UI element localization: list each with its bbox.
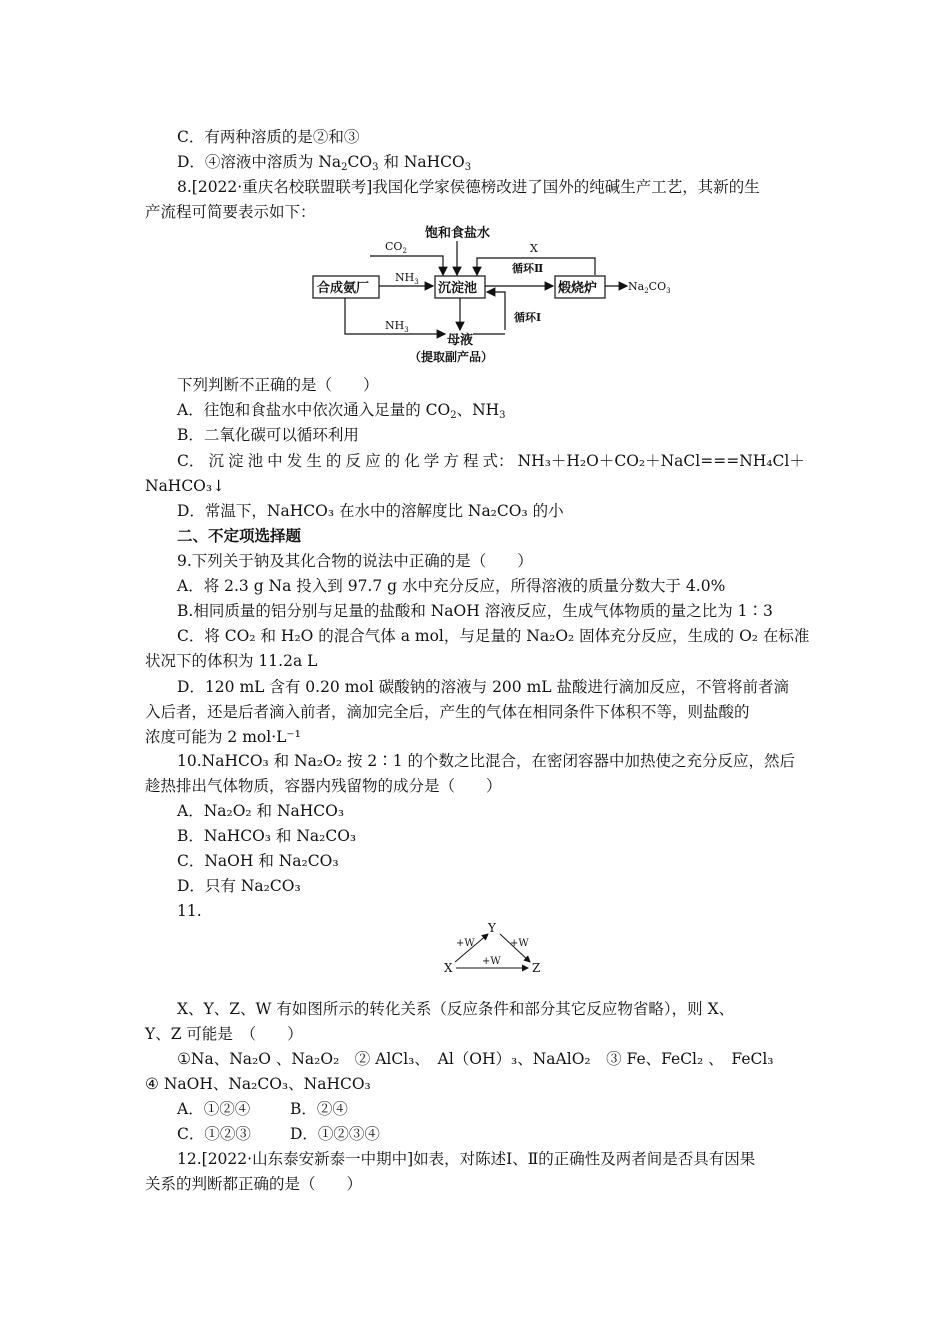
- q10-stem-line2: 趁热排出气体物质，容器内残留物的成分是（ ）: [145, 777, 502, 795]
- q10-option-a: A．Na₂O₂ 和 NaHCO₃: [177, 802, 345, 820]
- q8-option-a-tail: 、NH: [456, 401, 500, 419]
- q8-option-c-part: 的: [325, 452, 342, 470]
- q8-option-c-part: 反: [345, 452, 361, 470]
- xyz-conversion-triangle: [440, 918, 550, 980]
- w-bottom-label: +W: [482, 956, 501, 967]
- q9-stem: 9.下列关于钠及其化合物的说法中正确的是（ ）: [177, 552, 533, 570]
- q8-stem-line2: 产流程可简要表示如下：: [145, 203, 316, 221]
- q10-stem-line1: 10.NaHCO₃ 和 Na₂O₂ 按 2∶1 的个数之比混合，在密闭容器中加热使之充分反应，然后: [177, 752, 796, 770]
- co2-label: $CO_2$: [385, 240, 407, 255]
- q11-option-c: C．①②③: [177, 1125, 251, 1143]
- q8-option-c-line2: NaHCO₃↓: [145, 477, 226, 495]
- q11-number: 11.: [177, 902, 202, 920]
- q8-option-a: A．往饱和食盐水中依次通入足量的 $CO_2$、$NH_3$: [177, 401, 506, 421]
- q8-option-c-part: 发: [286, 452, 303, 470]
- calcining-furnace-label: 煅烧炉: [558, 281, 598, 296]
- cycle-2-label: 循环Ⅱ: [512, 262, 544, 275]
- nh3-bottom-label: $NH_3$: [385, 319, 409, 334]
- q9-option-a: A．将 2.3 g Na 投入到 97.7 g 水中充分反应，所得溶液的质量分数大于 4.0%: [177, 577, 726, 595]
- q7-option-c: C．有两种溶质的是②和③: [177, 128, 360, 146]
- q8-option-c-part: 池: [247, 452, 264, 470]
- q11-choices-line1: ①Na、Na₂O 、Na₂O₂ ② AlCl₃、 Al（OH）₃、NaAlO₂ ③ Fe、FeCl₂ 、 FeCl₃: [177, 1050, 774, 1068]
- q8-option-c-part: 式：: [482, 452, 514, 470]
- w-right-label: +W: [510, 938, 529, 949]
- section-2-title: 二、不定项选择题: [177, 526, 302, 545]
- q8-option-c-part: 沉: [208, 452, 224, 470]
- q10-option-d: D．只有 Na₂CO₃: [177, 877, 301, 895]
- w-left-label: +W: [456, 938, 475, 949]
- q11-option-a: A．①②④: [177, 1100, 251, 1118]
- ammonia-plant-label: 合成氨厂: [317, 281, 370, 296]
- y-node: Y: [488, 921, 496, 935]
- q8-option-c-part: 方: [443, 452, 459, 470]
- q8-question: 下列判断不正确的是（ ）: [177, 376, 379, 394]
- q8-option-c-part: 程: [462, 452, 479, 470]
- q8-option-c-part: 学: [423, 452, 440, 470]
- q9-option-c-line2: 状况下的体积为 11.2a L: [145, 652, 318, 670]
- q8-option-a-text: A．往饱和食盐水中依次通入足量的 CO: [177, 401, 451, 419]
- byproduct-label: （提取副产品）: [409, 350, 494, 364]
- q9-option-d-line1: D．120 mL 含有 0.20 mol 碳酸钠的溶液与 200 mL 盐酸进行滴加反应，不管将前者滴: [177, 678, 789, 696]
- na2co3-product-label: $Na_2CO_3$: [628, 280, 671, 295]
- q11-stem-line2: Y、Z 可能是 （ ）: [145, 1025, 303, 1043]
- q10-option-b: B．NaHCO₃ 和 Na₂CO₃: [177, 827, 357, 845]
- q7-option-d-post: 和 NaHCO: [383, 153, 465, 171]
- q12-stem-line2: 关系的判断都正确的是（ ）: [145, 1175, 363, 1193]
- q8-option-c-part: 的: [384, 452, 401, 470]
- q8-option-c-equation: NH₃＋H₂O＋CO₂＋NaCl===NH₄Cl＋: [517, 452, 805, 470]
- q7-option-d-mid: CO: [347, 153, 373, 171]
- q9-option-d-line2: 入后者，还是后者滴入前者，滴加完全后，产生的气体在相同条件下体积不等，则盐酸的: [145, 703, 750, 721]
- soda-process-flow-diagram: [305, 220, 685, 368]
- q11-option-b: B．②④: [290, 1100, 348, 1118]
- x-label: X: [530, 242, 538, 255]
- q11-choices-line2: ④ NaOH、Na₂CO₃、NaHCO₃: [145, 1075, 371, 1093]
- q8-option-c-part: 化: [404, 452, 420, 470]
- q11-stem-line1: X、Y、Z、W 有如图所示的转化关系（反应条件和部分其它反应物省略），则 X、: [177, 1000, 735, 1018]
- saturated-brine-label: 饱和食盐水: [425, 226, 491, 241]
- q8-stem-line1: 8.[2022·重庆名校联盟联考]我国化学家侯德榜改进了国外的纯碱生产工艺，其新的生: [177, 178, 760, 196]
- q8-option-c-part: 淀: [228, 452, 244, 470]
- q7-option-d-pre: D．④溶液中溶质为 Na: [177, 153, 342, 171]
- x-node: X: [444, 961, 453, 975]
- q9-option-d-line3: 浓度可能为 2 mol·L⁻¹: [145, 728, 301, 746]
- nh3-top-label: $NH_3$: [395, 271, 419, 286]
- q8-option-c-line1: [177, 450, 805, 472]
- q9-option-c-line1: C．将 CO₂ 和 H₂O 的混合气体 a mol，与足量的 Na₂O₂ 固体充分反应，生成的 O₂ 在标准: [177, 627, 810, 645]
- mother-liquor-label: 母液: [447, 333, 474, 348]
- q8-option-c-part: C．: [177, 452, 205, 470]
- q8-option-b: B．二氧化碳可以循环利用: [177, 426, 359, 444]
- q7-option-d: D．④溶液中溶质为 $Na_2CO_3$ 和 NaHCO$_3$: [177, 153, 472, 173]
- q8-option-c-part: 应: [365, 452, 381, 470]
- q8-option-c-part: 中: [267, 452, 283, 470]
- q8-option-d: D．常温下，NaHCO₃ 在水中的溶解度比 Na₂CO₃ 的小: [177, 502, 564, 520]
- cycle-1-label: 循环Ⅰ: [514, 311, 542, 324]
- precipitation-tank-label: 沉淀池: [438, 281, 478, 296]
- q8-option-c-part: 生: [306, 452, 322, 470]
- q11-option-d: D．①②③④: [290, 1125, 380, 1143]
- q10-option-c: C．NaOH 和 Na₂CO₃: [177, 852, 339, 870]
- q12-stem-line1: 12.[2022·山东泰安新泰一中期中]如表，对陈述Ⅰ、Ⅱ的正确性及两者间是否具有因果: [177, 1150, 756, 1168]
- z-node: Z: [532, 961, 541, 975]
- q9-option-b: B.相同质量的铝分别与足量的盐酸和 NaOH 溶液反应，生成气体物质的量之比为 1∶3: [177, 602, 773, 620]
